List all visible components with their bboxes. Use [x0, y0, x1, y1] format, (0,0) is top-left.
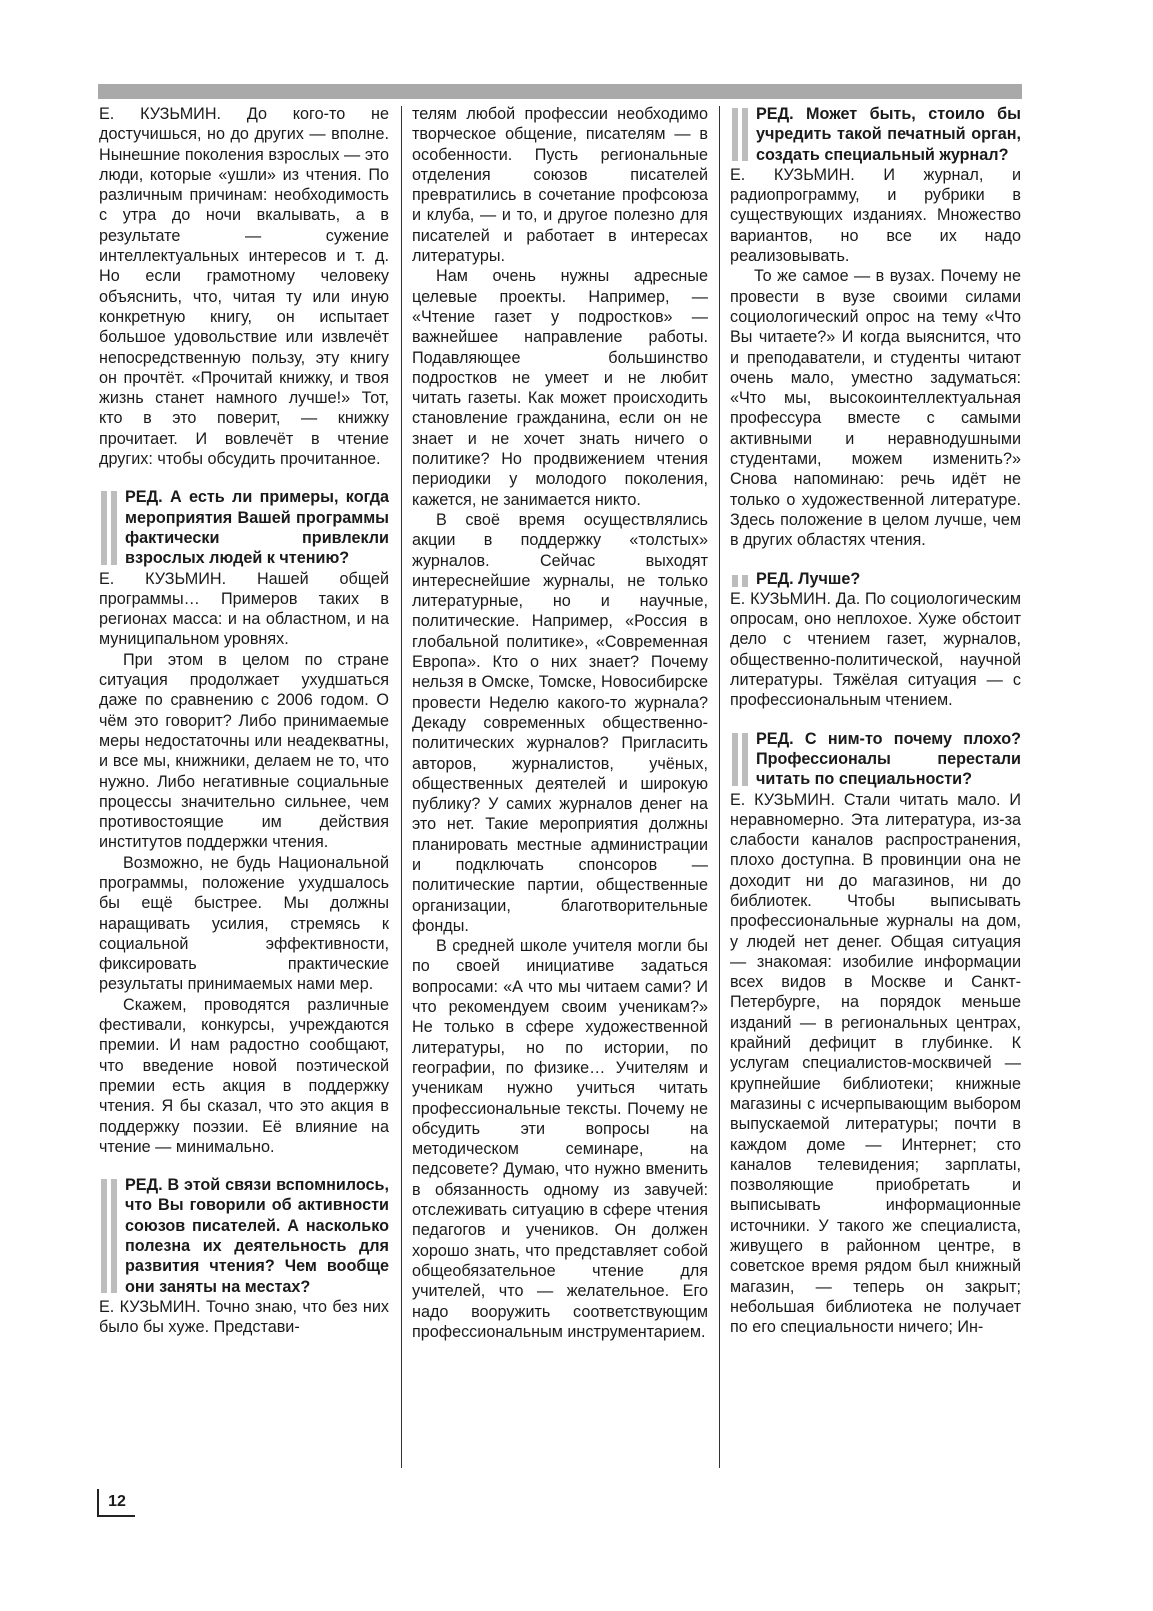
paragraph: Е. КУЗЬМИН. Да. По социологическим опросам, оно неплохое. Хуже обстоит дело с чтением газет, журналов, общественно-политической, научной литературы. Тяжёлая ситуация — с профессиональным чтением.: [730, 589, 1021, 710]
question-marker-icon: [732, 733, 750, 786]
paragraph: Е. КУЗЬМИН. И журнал, и радиопрограмму, и рубрики в существующих изданиях. Множество вариантов, но все их надо реализовывать.: [730, 165, 1021, 266]
editor-question: [730, 569, 1021, 589]
paragraph: Возможно, не будь Национальной программы, положение ухудшалось бы ещё быстрее. Мы должны наращивать усилия, стремясь к социальной эффективности, фиксировать практические результаты принимаемых нами мер.: [99, 853, 389, 994]
paragraph: Е. КУЗЬМИН. Стали читать мало. И неравномерно. Эта литература, из-за слабости каналов распространения, плохо доступна. В провинции она не доходит ни до магазинов, ни до библиотек. Чтобы выписывать профессиональные журналы на дом, у людей нет денег. Общая ситуация — знакомая: изобилие информации всех видов в Москве и Санкт-Петербурге, на порядок меньше изданий — в региональных центрах, крайний дефицит в глубинке. К услугам специалистов-москвичей — крупнейшие библиотеки; книжные магазины с исчерпывающим выбором выпускаемой литературы; почти в каждом доме — Интернет; сто каналов телевидения; зарплаты, позволяющие приобретать и выписывать информационные источники. У такого же специалиста, живущего в районном центре, в советское время рядом был книжный магазин, — теперь он закрыт; небольшая библиотека не получает по его специальности ничего; Ин-: [730, 790, 1021, 1337]
column-divider: [401, 106, 402, 1468]
paragraph: При этом в целом по стране ситуация продолжает ухудшаться даже по сравнению с 2006 годом. О чём это говорит? Либо принимаемые меры недостаточны или неадекватны, и все мы, книжники, делаем не то, что нужно. Либо негативные социальные процессы значительно сильнее, чем противостоящие им действия институтов поддержки чтения.: [99, 650, 389, 852]
question-text: РЕД. Может быть, стоило бы учредить такой печатный орган, создать специальный журнал?: [756, 105, 1021, 164]
question-text: РЕД. А есть ли примеры, когда мероприятия Вашей программы фактически привлекли взрослых людей к чтению?: [125, 488, 389, 568]
paragraph: Е. КУЗЬМИН. До кого-то не достучишься, но до других — вполне. Нынешние поколения взрослых — это люди, которые «ушли» из чтения. По различным причинам: необходимость с утра до ночи вкалывать, а в результате — сужение интеллектуальных интересов и т. д. Но если грамотному человеку объяснить, что, читая ту или иную конкретную книгу, он испытает большое удовольствие или извлечёт непосредственную пользу, эту книгу он прочтёт. «Прочитай книжку, и твоя жизнь станет намного лучше!» Тот, кто в это поверит, — книжку прочитает. И вовлечёт в чтение других: чтобы обсудить прочитанное.: [99, 105, 389, 469]
question-marker-icon: [732, 575, 750, 587]
editor-question: [99, 487, 389, 568]
text-column-2: [412, 104, 708, 1474]
question-text: РЕД. С ним-то почему плохо? Профессионалы перестали читать по специальности?: [756, 729, 1021, 789]
paragraph: телям любой профессии необходимо творческое общение, писателям — в особенности. Пусть региональные отделения союзов писателей превратились в сочетание профсоюза и клуба, — и то, и другое полезно для писателей и работает в интересах литературы.: [412, 105, 708, 266]
header-bar: [98, 84, 1022, 99]
question-text: РЕД. Лучше?: [756, 569, 861, 588]
paragraph: Е. КУЗЬМИН. Точно знаю, что без них было бы хуже. Представи-: [99, 1297, 389, 1337]
question-marker-icon: [101, 1179, 119, 1293]
paragraph: В средней школе учителя могли бы по своей инициативе задаться вопросами: «А что мы читаем сами? И что рекомендуем своим ученикам?» Не только в сфере художественной литературы, но по истории, по географии, по физике… Учителям и ученикам нужно учиться читать профессиональные тексты. Почему не обсудить эти вопросы на методическом семинаре, на педсовете? Думаю, что нужно вменить в обязанность одному из завучей: отслеживать ситуацию в сфере чтения педагогов и учеников. Он должен хорошо знать, что представляет собой общеобязательное чтение для учителей, что — желательное. Его надо вооружить соответствующим профессиональным инструментарием.: [412, 937, 708, 1341]
editor-question: [99, 1175, 389, 1297]
editor-question: [730, 729, 1021, 790]
editor-question: [730, 104, 1021, 165]
paragraph: То же самое — в вузах. Почему не провести в вузе своими силами социологический опрос на тему «Что Вы читаете?» И когда выяснится, что и преподаватели, и студенты читают очень мало, уместно задуматься: «Что мы, высокоинтеллектуальная профессура вместе с самыми активными и неравнодушными студентами, можем изменить?» Снова напоминаю: речь идёт не только о художественной литературе. Здесь положение в целом лучше, чем в других областях чтения.: [730, 267, 1021, 550]
question-text: РЕД. В этой связи вспомнилось, что Вы говорили об активности союзов писателей. А насколько полезна их деятельность для развития чтения? Чем вообще они заняты на местах?: [125, 1176, 389, 1296]
paragraph: Нам очень нужны адресные целевые проекты. Например, — «Чтение газет у подростков» — важнейшее направление работы. Подавляющее большинство подростков не умеет и не любит читать газеты. Как может происходить становление гражданина, если он не знает и не хочет знать ничего о политике? Но продвижением чтения периодики у молодого поколения, кажется, не занимается никто.: [412, 267, 708, 509]
paragraph: Е. КУЗЬМИН. Нашей общей программы… Примеров таких в регионах масса: и на областном, и на муниципальном уровнях.: [99, 569, 389, 649]
question-marker-icon: [101, 491, 119, 564]
column-divider: [719, 106, 720, 1468]
text-column-3: [730, 104, 1021, 1474]
paragraph: Скажем, проводятся различные фестивали, конкурсы, учреждаются премии. И нам радостно сообщают, что введение новой поэтической премии есть акция в поддержку чтения. Я бы сказал, что это акция в поддержку поэзии. Её влияние на чтение — минимально.: [99, 995, 389, 1156]
text-column-1: [99, 104, 389, 1474]
question-marker-icon: [732, 108, 750, 161]
paragraph: В своё время осуществлялись акции в поддержку «толстых» журналов. Сейчас выходят интереснейшие журналы, не только литературные, но и научные, политические. Например, «Россия в глобальной политике», «Современная Европа». Кто о них знает? Почему нельзя в Омске, Томске, Новосибирске провести Неделю какого-то журнала? Декаду современных общественно-политических журналов? Пригласить авторов, журналистов, учёных, общественных деятелей и широкую публику? У самих журналов денег на это нет. Такие мероприятия должны планировать местные администрации и подключать спонсоров — политические партии, общественные организации, благотворительные фонды.: [412, 510, 708, 935]
page-number: 12: [97, 1489, 135, 1517]
